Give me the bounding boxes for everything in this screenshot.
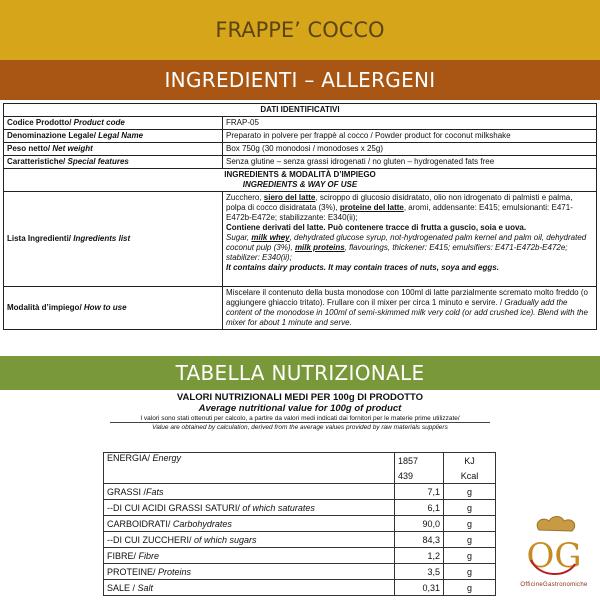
nutrient-value: 84,3 xyxy=(395,532,444,548)
nutrient-unit: g xyxy=(444,500,496,516)
nutrient-value: 90,0 xyxy=(395,516,444,532)
logo-text: OfficineGastronomiche xyxy=(520,582,588,588)
energy-label: ENERGIA/ Energy xyxy=(104,453,395,484)
table-row xyxy=(104,500,496,516)
identification-header: DATI IDENTIFICATIVI xyxy=(4,104,597,117)
nutrient-label: --DI CUI ACIDI GRASSI SATURI/ of which saturates xyxy=(104,500,395,516)
nutrition-heading-block xyxy=(110,390,490,440)
nutrient-label: SALE / Salt xyxy=(104,580,395,596)
row-value: Box 750g (30 monodosi / monodoses x 25g) xyxy=(223,143,597,156)
row-value: FRAP-05 xyxy=(223,117,597,130)
nutrient-value: 7,1 xyxy=(395,484,444,500)
energy-kcal-value: 439 xyxy=(395,468,444,484)
nutrition-section-band xyxy=(0,356,600,390)
brand-logo xyxy=(509,512,599,594)
identification-table xyxy=(3,103,597,330)
nutrient-label: FIBRE/ Fibre xyxy=(104,548,395,564)
nutrient-unit: g xyxy=(444,564,496,580)
nutrient-label: --DI CUI ZUCCHERI/ of which sugars xyxy=(104,532,395,548)
ingredients-section-band xyxy=(0,60,600,100)
ingredients-section-title: INGREDIENTI – ALLERGENI xyxy=(164,68,436,92)
nutrient-label: GRASSI /Fats xyxy=(104,484,395,500)
nutrition-note-it: I valori sono stati ottenuti per calcolo, a partire da valori medi indicati dai fornitori per le materie prime utilizzate/ xyxy=(140,415,460,422)
table-row xyxy=(4,169,597,192)
nutrient-value: 1,2 xyxy=(395,548,444,564)
table-row xyxy=(4,192,597,287)
nutrition-table xyxy=(103,452,496,596)
table-row xyxy=(4,130,597,143)
row-label: Codice Prodotto/ Product code xyxy=(4,117,223,130)
energy-kj-unit: KJ xyxy=(444,453,496,469)
chef-hat-monogram-icon xyxy=(509,512,599,582)
nutrient-unit: g xyxy=(444,484,496,500)
table-row xyxy=(4,287,597,330)
ingredients-area xyxy=(0,100,600,356)
table-row xyxy=(104,564,496,580)
energy-kj-value: 1857 xyxy=(395,453,444,469)
how-to-use-label: Modalità d’impiego/ How to use xyxy=(4,287,223,330)
row-value: Preparato in polvere per frappè al cocco / Powder product for coconut milkshake xyxy=(223,130,597,143)
table-row xyxy=(104,516,496,532)
table-row xyxy=(104,580,496,596)
nutrition-heading: VALORI NUTRIZIONALI MEDI PER 100g DI PRODOTTO xyxy=(176,392,424,403)
nutrient-label: CARBOIDRATI/ Carbohydrates xyxy=(104,516,395,532)
table-row xyxy=(104,532,496,548)
nutrient-value: 3,5 xyxy=(395,564,444,580)
table-row xyxy=(4,117,597,130)
energy-kcal-unit: Kcal xyxy=(444,468,496,484)
nutrition-note-en: Value are obtained by calculation, derived from the average values provided by raw materials suppliers xyxy=(110,422,490,431)
row-value: Senza glutine – senza grassi idrogenati / no gluten – hydrogenated fats free xyxy=(223,156,597,169)
ingredients-list-label: Lista Ingredienti/ Ingredients list xyxy=(4,192,223,287)
nutrient-unit: g xyxy=(444,516,496,532)
logo-monogram: OG xyxy=(526,536,582,576)
nutrient-unit: g xyxy=(444,580,496,596)
nutrient-unit: g xyxy=(444,532,496,548)
row-label: Caratteristiche/ Special features xyxy=(4,156,223,169)
product-title: FRAPPE’ COCCO xyxy=(215,18,385,42)
ingredients-list-value: Zucchero, siero del latte, sciroppo di glucosio disidratato, olio non idrogenato di palmisti e palma, polpa di cocco disidratata (3%), proteine del latte, aromi, addensante: E415; emulsionanti: E471-E472b-E472e; stabilizzante: E340(ii); Contiene derivati del latte. Può contenere tracce di frutta a guscio, soia e uova. Sugar, milk whey, dehydrated glucose syrup, not-hydrogenated palm kernel and palm oil, dehydrated coconut pulp (3%), milk proteins, flavourings, thickener: E415; emulsifiers: E471-E472b-E472e; stabilizer: E340(ii); It contains dairy products. It may contain traces of nuts, soya and eggs. xyxy=(223,192,597,287)
table-row xyxy=(4,143,597,156)
nutrition-section-title: TABELLA NUTRIZIONALE xyxy=(175,361,425,385)
nutrient-label: PROTEINE/ Proteins xyxy=(104,564,395,580)
nutrient-value: 6,1 xyxy=(395,500,444,516)
table-row xyxy=(104,453,496,469)
table-row xyxy=(4,104,597,117)
nutrition-subheading: Average nutritional value for 100g of product xyxy=(198,403,402,414)
how-to-use-value: Miscelare il contenuto della busta monodose con 100ml di latte parzialmente scremato molto freddo (o aggiungere ghiaccio tritato). Frullare con il mixer per circa 1 minuto e servire. / Gradually add the content of the monodose in 100ml of semi-skimmed milk very cold (or add crushed ice). Blend with the mixer for about 1 minute and serve. xyxy=(223,287,597,330)
ingredients-use-header: INGREDIENTS & MODALITÀ D’IMPIEGO INGREDIENTS & WAY OF USE xyxy=(4,169,597,192)
table-row xyxy=(104,548,496,564)
product-title-band xyxy=(0,0,600,60)
table-row xyxy=(4,156,597,169)
table-row xyxy=(104,484,496,500)
row-label: Peso netto/ Net weight xyxy=(4,143,223,156)
nutrient-unit: g xyxy=(444,548,496,564)
row-label: Denominazione Legale/ Legal Name xyxy=(4,130,223,143)
nutrient-value: 0,31 xyxy=(395,580,444,596)
